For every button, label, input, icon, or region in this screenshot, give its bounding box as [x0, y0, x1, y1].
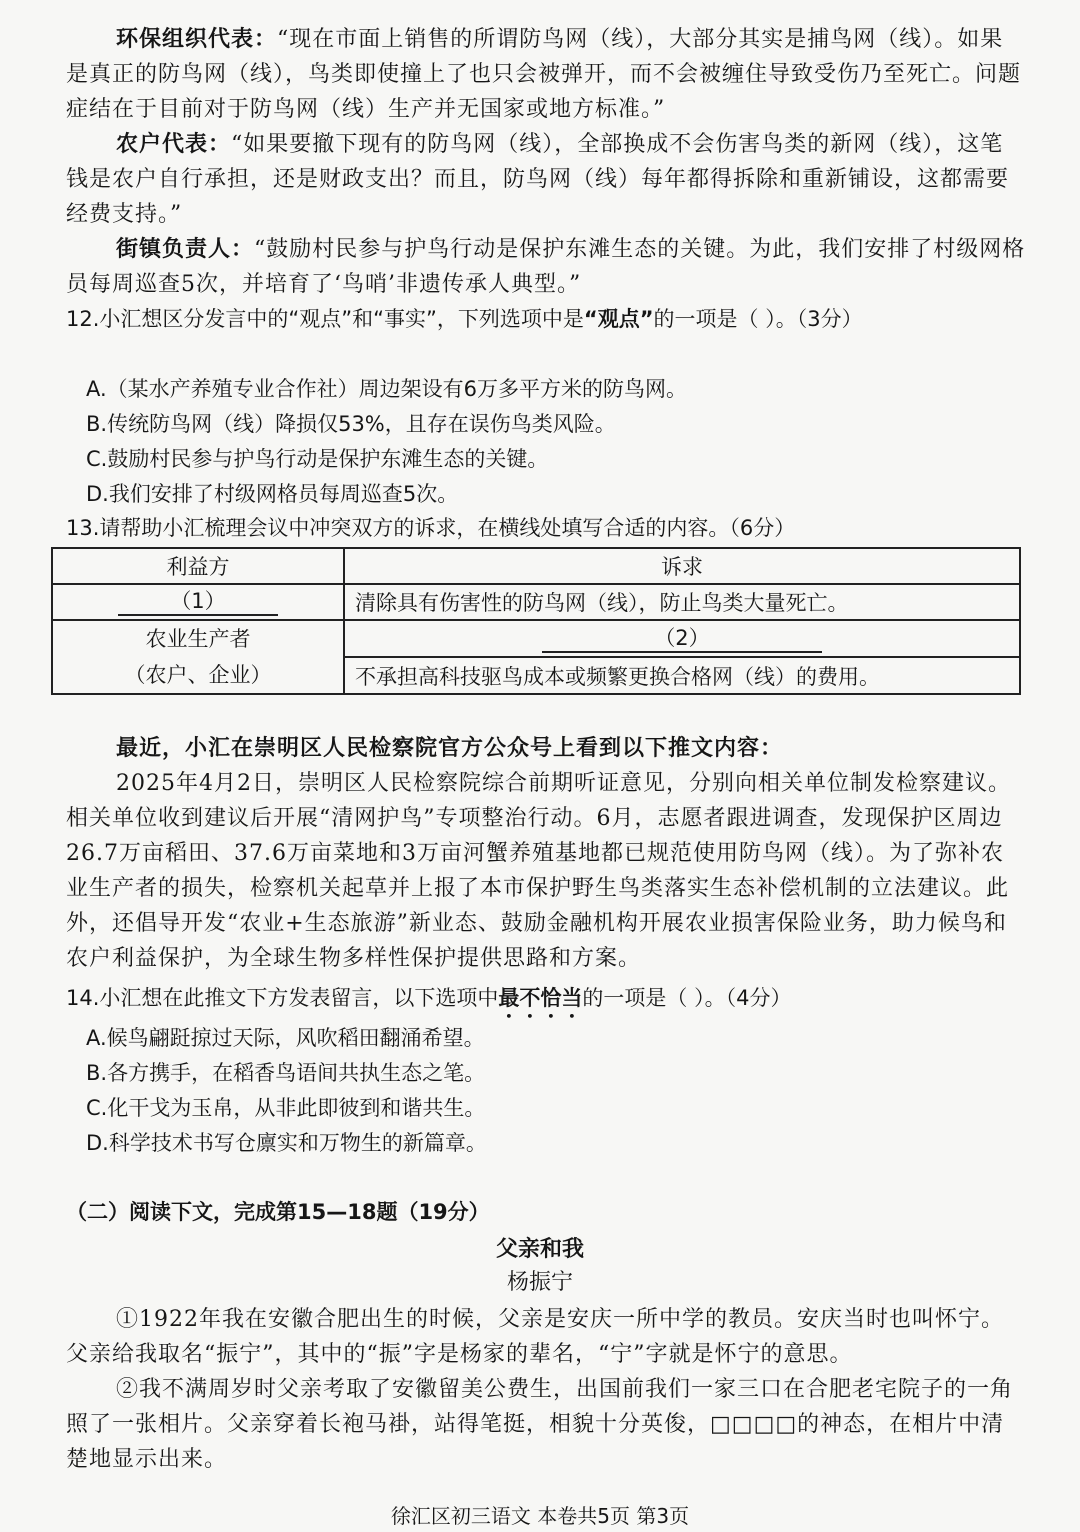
table-row [52, 584, 1020, 620]
table-cell [344, 620, 1020, 657]
statement-text: “如果要撤下现有的防鸟网（线），全部换成不会伤害鸟类的新网（线），这笔钱是农户自行承担，还是财政支出？而且，防鸟网（线）每年都得拆除和重新铺设，这都需要经费支持。” [66, 132, 1010, 227]
q14-option-c: C.化干戈为玉帛，从非此即彼到和谐共生。 [86, 1096, 486, 1120]
answer-blank-2[interactable]: （2） [542, 625, 822, 653]
article-author: 杨振宁 [506, 1270, 573, 1295]
table-header: 利益方 [52, 548, 344, 584]
page-footer: 徐汇区初三语文 本卷共5页 第3页 [390, 1504, 690, 1528]
article-intro: 最近，小汇在崇明区人民检察院官方公众号上看到以下推文内容： [116, 735, 784, 761]
table-row [52, 620, 1020, 657]
answer-blank-1[interactable]: （1） [118, 588, 278, 616]
q12-option-b: B.传统防鸟网（线）降损仅53%，且存在误伤鸟类风险。 [86, 412, 616, 436]
question-13-stem: 13.请帮助小汇梳理会议中冲突双方的诉求，在横线处填写合适的内容。（6分） [66, 516, 796, 540]
env-rep-statement [66, 22, 1026, 127]
section-heading: （二）阅读下文，完成第15—18题（19分） [66, 1200, 490, 1224]
q12-option-c: C.鼓励村民参与护鸟行动是保护东滩生态的关键。 [86, 447, 549, 471]
emphasis-text: 最不恰当 [498, 986, 583, 1010]
statement-text: “鼓励村民参与护鸟行动是保护东滩生态的关键。为此，我们安排了村级网格员每周巡查5次，并培育了‘鸟哨’非遗传承人典型。” [66, 237, 1026, 297]
speaker-label: 农户代表： [116, 131, 232, 157]
q14-option-a: A.候鸟翩跹掠过天际，风吹稻田翻涌希望。 [86, 1026, 485, 1050]
table-header: 诉求 [344, 548, 1020, 584]
claims-table [51, 547, 1021, 695]
paragraph-2: ②我不满周岁时父亲考取了安徽留美公费生，出国前我们一家三口在合肥老宅院子的一角照了一张相片。父亲穿着长袍马褂，站得笔挺，相貌十分英俊，□□□□的神态，在相片中清楚地显示出来。 [66, 1377, 1014, 1472]
article-body: 2025年4月2日，崇明区人民检察院综合前期听证意见，分别向相关单位制发检察建议。相关单位收到建议后开展“清网护鸟”专项整治行动。6月，志愿者跟进调查，发现保护区周边26.7万亩稻田、37.6万亩菜地和3万亩河蟹养殖基地都已规范使用防鸟网（线）。为了弥补农业生产者的损失，检察机关起草并上报了本市保护野生鸟类落实生态补偿机制的立法建议。此外，还倡导开发“农业+生态旅游”新业态、鼓励金融机构开展农业损害保险业务，助力候鸟和农户利益保护，为全球生物多样性保护提供思路和方案。 [66, 771, 1011, 971]
town-rep-statement [66, 232, 1026, 302]
article-title: 父亲和我 [495, 1236, 584, 1262]
q14-option-d: D.科学技术书写仓廪实和万物生的新篇章。 [86, 1131, 487, 1155]
q12-option-a: A.（某水产养殖专业合作社）周边架设有6万多平方米的防鸟网。 [86, 377, 688, 401]
table-header-row [52, 548, 1020, 584]
speaker-label: 街镇负责人： [116, 236, 255, 262]
statement-text: “现在市面上销售的所谓防鸟网（线），大部分其实是捕鸟网（线）。如果是真正的防鸟网（线），鸟类即使撞上了也只会被弹开，而不会被缠住导致受伤乃至死亡。问题症结在于目前对于防鸟网（线）生产并无国家或地方标准。” [66, 27, 1022, 122]
table-cell: 不承担高科技驱鸟成本或频繁更换合格网（线）的费用。 [344, 657, 1020, 694]
speaker-label: 环保组织代表： [116, 26, 278, 52]
question-14-stem: 14.小汇想在此推文下方发表留言，以下选项中最不恰当的一项是（ ）。（4分） [66, 986, 792, 1010]
q14-option-b: B.各方携手，在稻香鸟语间共执生态之笔。 [86, 1061, 486, 1085]
table-cell [52, 584, 344, 620]
farmer-rep-statement [66, 127, 1026, 232]
q12-option-d: D.我们安排了村级网格员每周巡查5次。 [86, 482, 459, 506]
table-cell: 清除具有伤害性的防鸟网（线），防止鸟类大量死亡。 [344, 584, 1020, 620]
paragraph-1: ①1922年我在安徽合肥出生的时候，父亲是安庆一所中学的教员。安庆当时也叫怀宁。父亲给我取名“振宁”，其中的“振”字是杨家的辈名，“宁”字就是怀宁的意思。 [66, 1307, 1004, 1367]
table-cell: 农业生产者 （农户、企业） [52, 620, 344, 694]
question-12-stem: 12.小汇想区分发言中的“观点”和“事实”，下列选项中是“观点”的一项是（ ）。（3分） [66, 307, 863, 331]
